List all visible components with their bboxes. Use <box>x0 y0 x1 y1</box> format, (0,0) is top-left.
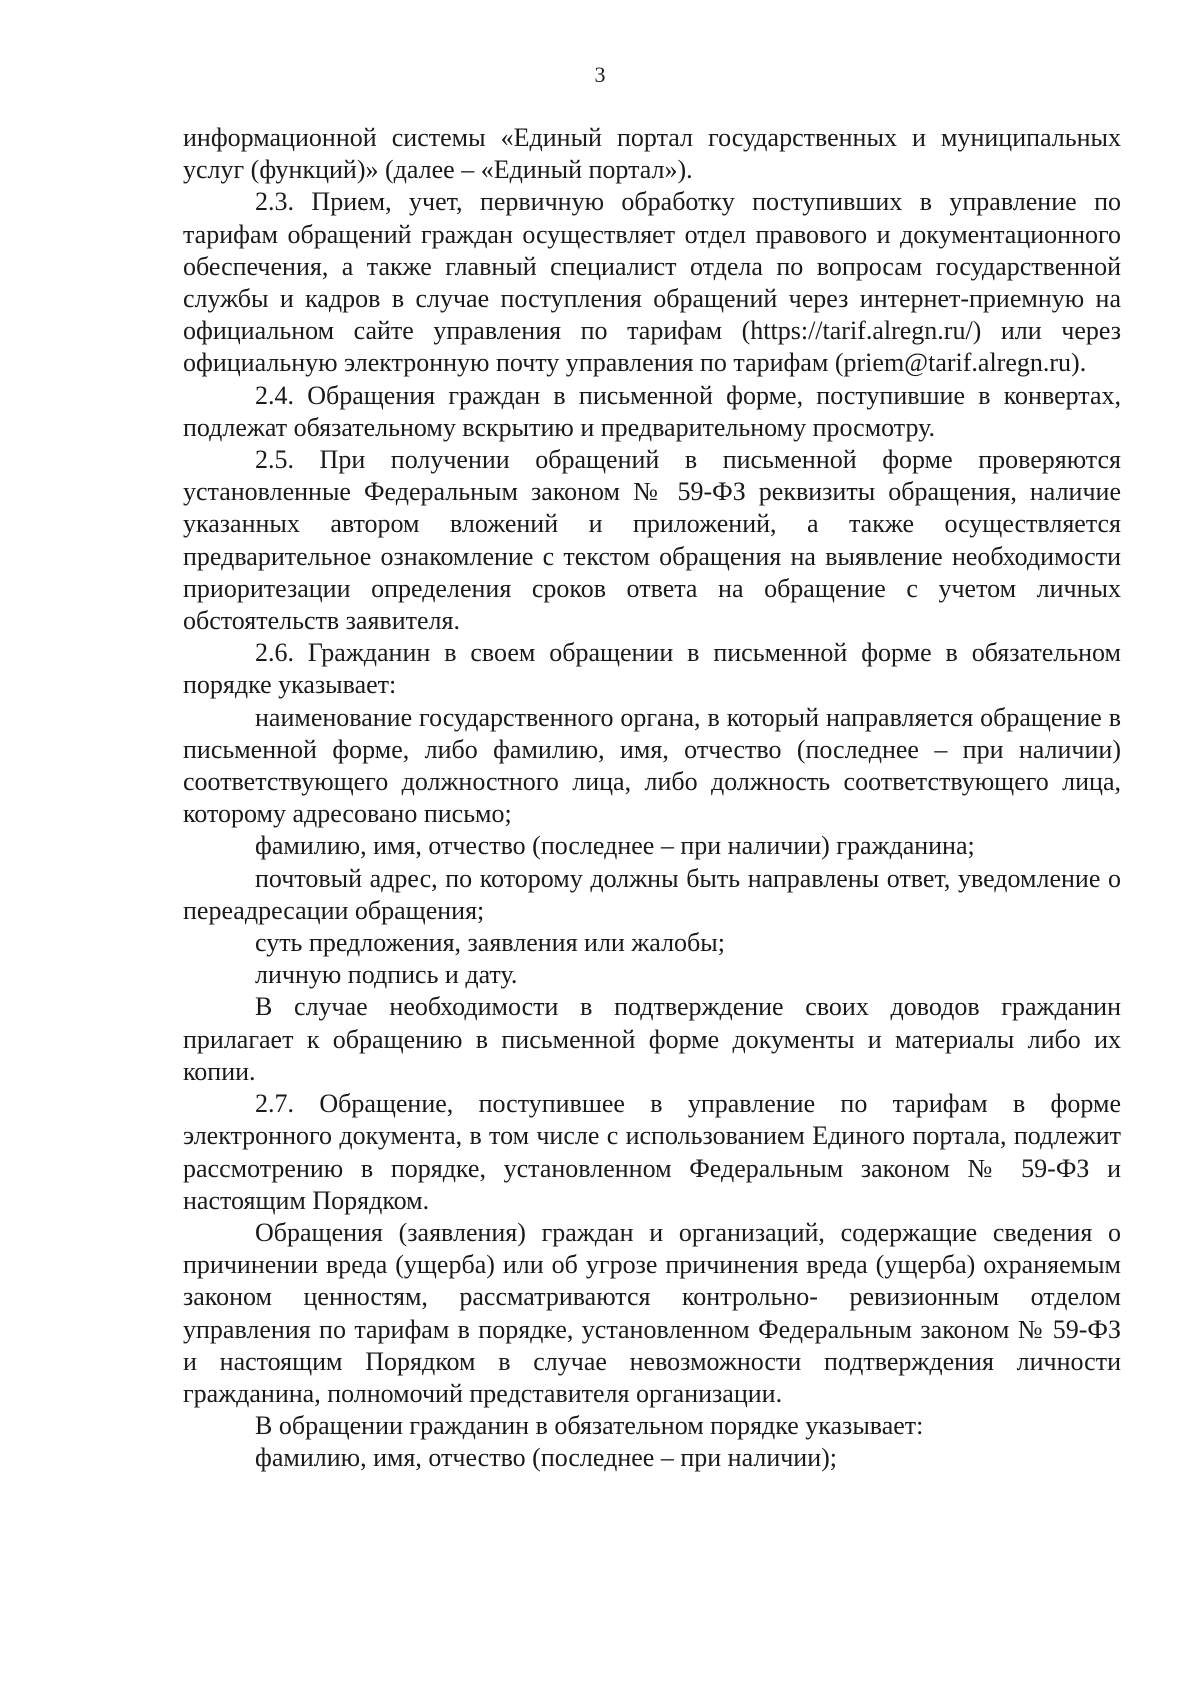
paragraph: В случае необходимости в подтверждение своих доводов гражданин прилагает к обращению в письменной форме документы и материалы либо их копии. <box>183 992 1121 1086</box>
paragraph: 2.6. Гражданин в своем обращении в письменной форме в обязательном порядке указывает: <box>183 638 1121 700</box>
page-number: 3 <box>594 62 606 87</box>
paragraph: фамилию, имя, отчество (последнее – при наличии) гражданина; <box>255 831 975 861</box>
paragraph: 2.4. Обращения граждан в письменной форме, поступившие в конвертах, подлежат обязательному вскрытию и предварительному просмотру. <box>183 380 1121 442</box>
paragraph: фамилию, имя, отчество (последнее – при наличии); <box>255 1443 838 1473</box>
paragraph: 2.7. Обращение, поступившее в управление по тарифам в форме электронного документа, в том числе с использованием Единого портала, подлежит рассмотрению в порядке, установленном Федеральным законом № 59-ФЗ и настоящим Порядком. <box>183 1089 1121 1215</box>
paragraph: Обращения (заявления) граждан и организаций, содержащие сведения о причинении вреда (ущерба) или об угрозе причинения вреда (ущерба) охраняемым законом ценностям, рассматриваются контрольно- ревизионным отделом управления по тарифам в порядке, установленном Федеральным законом № 59-ФЗ и настоящим Порядком в случае невозможности подтверждения личности гражданина, полномочий представителя организации. <box>183 1217 1121 1408</box>
paragraph: 2.5. При получении обращений в письменной форме проверяются установленные Федеральным законом № 59-ФЗ реквизиты обращения, наличие указанных автором вложений и приложений, а также осуществляется предварительное ознакомление с текстом обращения на выявление необходимости приоритезации определения сроков ответа на обращение с учетом личных обстоятельств заявителя. <box>183 445 1121 636</box>
paragraph: суть предложения, заявления или жалобы; <box>255 928 725 958</box>
paragraph: 2.3. Прием, учет, первичную обработку поступивших в управление по тарифам обращений граждан осуществляет отдел правового и документационного обеспечения, а также главный специалист отдела по вопросам государственной службы и кадров в случае поступления обращений через интернет-приемную на официальном сайте управления по тарифам (https://tarif.alregn.ru/) или через официальную электронную почту управления по тарифам (priem@tarif.alregn.ru). <box>183 187 1121 378</box>
document-body <box>183 122 1121 1475</box>
paragraph: информационной системы «Единый портал государственных и муниципальных услуг (функций)» (далее – «Единый портал»). <box>183 123 1121 185</box>
paragraph: наименование государственного органа, в который направляется обращение в письменной форме, либо фамилию, имя, отчество (последнее – при наличии) соответствующего должностного лица, либо должность соответствующего лица, которому адресовано письмо; <box>183 702 1121 829</box>
paragraph: В обращении гражданин в обязательном порядке указывает: <box>255 1411 924 1441</box>
paragraph: личную подпись и дату. <box>255 960 518 990</box>
paragraph: почтовый адрес, по которому должны быть направлены ответ, уведомление о переадресации обращения; <box>183 863 1121 925</box>
